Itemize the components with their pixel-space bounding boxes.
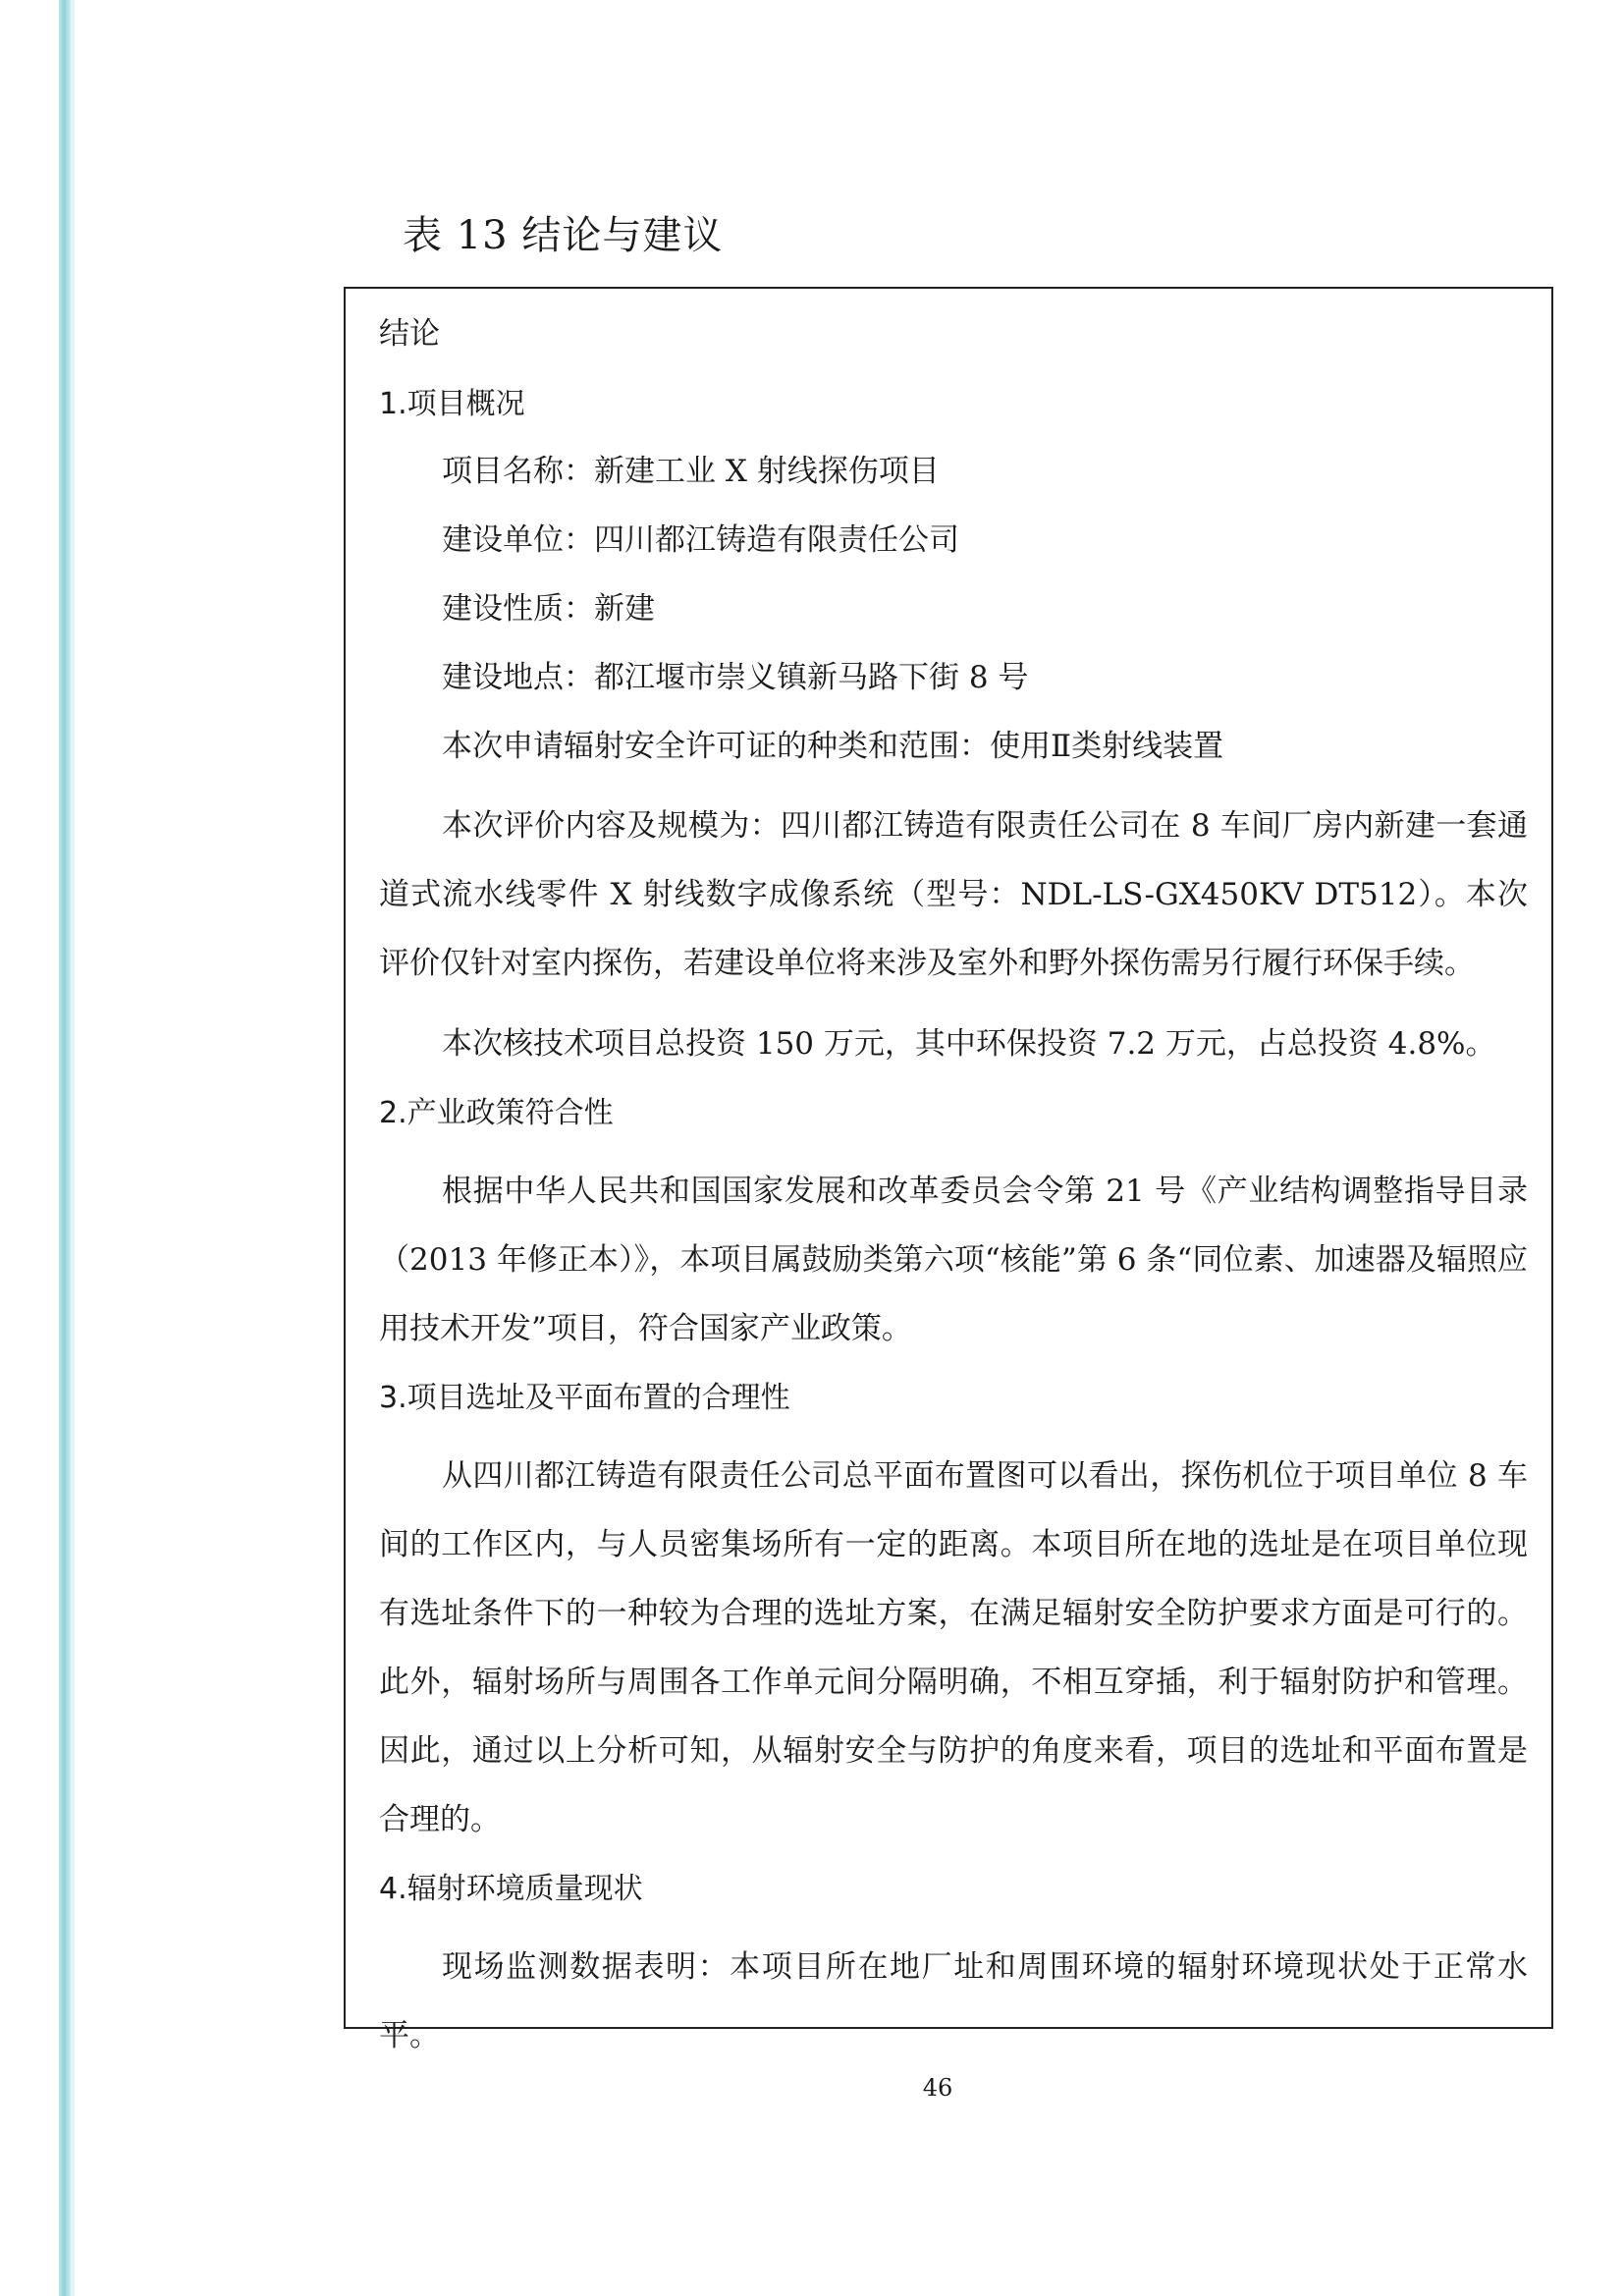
scan-edge: [59, 0, 71, 2296]
nature-line: 建设性质：新建: [442, 591, 655, 627]
page-number: 46: [922, 2074, 953, 2102]
section-4: [379, 1866, 1528, 2070]
section-title: 2.产业政策符合性: [379, 1096, 614, 1130]
scan-edge-inner: [71, 0, 75, 2296]
builder-line: 建设单位：四川都江铸造有限责任公司: [442, 522, 959, 558]
content-box: [344, 287, 1553, 2053]
section-2: [379, 1090, 1528, 1363]
project-name-line: 项目名称：新建工业 X 射线探伤项目: [442, 454, 940, 489]
investment-paragraph: 本次核技术项目总投资 150 万元，其中环保投资 7.2 万元，占总投资 4.8%。: [442, 1026, 1496, 1062]
siting-paragraph: 从四川都江铸造有限责任公司总平面布置图可以看出，探伤机位于项目单位 8 车间的工作区内，与人员密集场所有一定的距离。本项目所在地的选址是在项目单位现有选址条件下的一种较为合理的选址方案，在满足辐射安全防护要求方面是可行的。此外，辐射场所与周围各工作单元间分隔明确，不相互穿插，利于辐射防护和管理。因此，通过以上分析可知，从辐射安全与防护的角度来看，项目的选址和平面布置是合理的。: [379, 1458, 1528, 1837]
section-1: [379, 381, 1528, 1078]
page-title: 表 13 结论与建议: [403, 213, 724, 258]
section-title: 1.项目概况: [379, 387, 525, 421]
policy-paragraph: 根据中华人民共和国国家发展和改革委员会令第 21 号《产业结构调整指导目录（2013 年修正本）》，本项目属鼓励类第六项“核能”第 6 条“同位素、加速器及辐照应用技术开发”项目，符合国家产业政策。: [379, 1174, 1528, 1346]
location-line: 建设地点：都江堰市崇义镇新马路下街 8 号: [442, 660, 1029, 695]
scope-paragraph: 本次评价内容及规模为：四川都江铸造有限责任公司在 8 车间厂房内新建一套通道式流水线零件 X 射线数字成像系统（型号：NDL-LS-GX450KV DT512）。本次评价仅针对室内探伤，若建设单位将来涉及室外和野外探伤需另行履行环保手续。: [379, 808, 1528, 981]
section-3: [379, 1375, 1528, 1854]
section-title: 3.项目选址及平面布置的合理性: [379, 1381, 790, 1415]
box-heading: 结论: [379, 316, 440, 352]
license-scope-line: 本次申请辐射安全许可证的种类和范围：使用Ⅱ类射线装置: [442, 729, 1224, 764]
section-title: 4.辐射环境质量现状: [379, 1872, 643, 1906]
monitoring-paragraph: 现场监测数据表明：本项目所在地厂址和周围环境的辐射环境现状处于正常水平。: [379, 1949, 1528, 2053]
